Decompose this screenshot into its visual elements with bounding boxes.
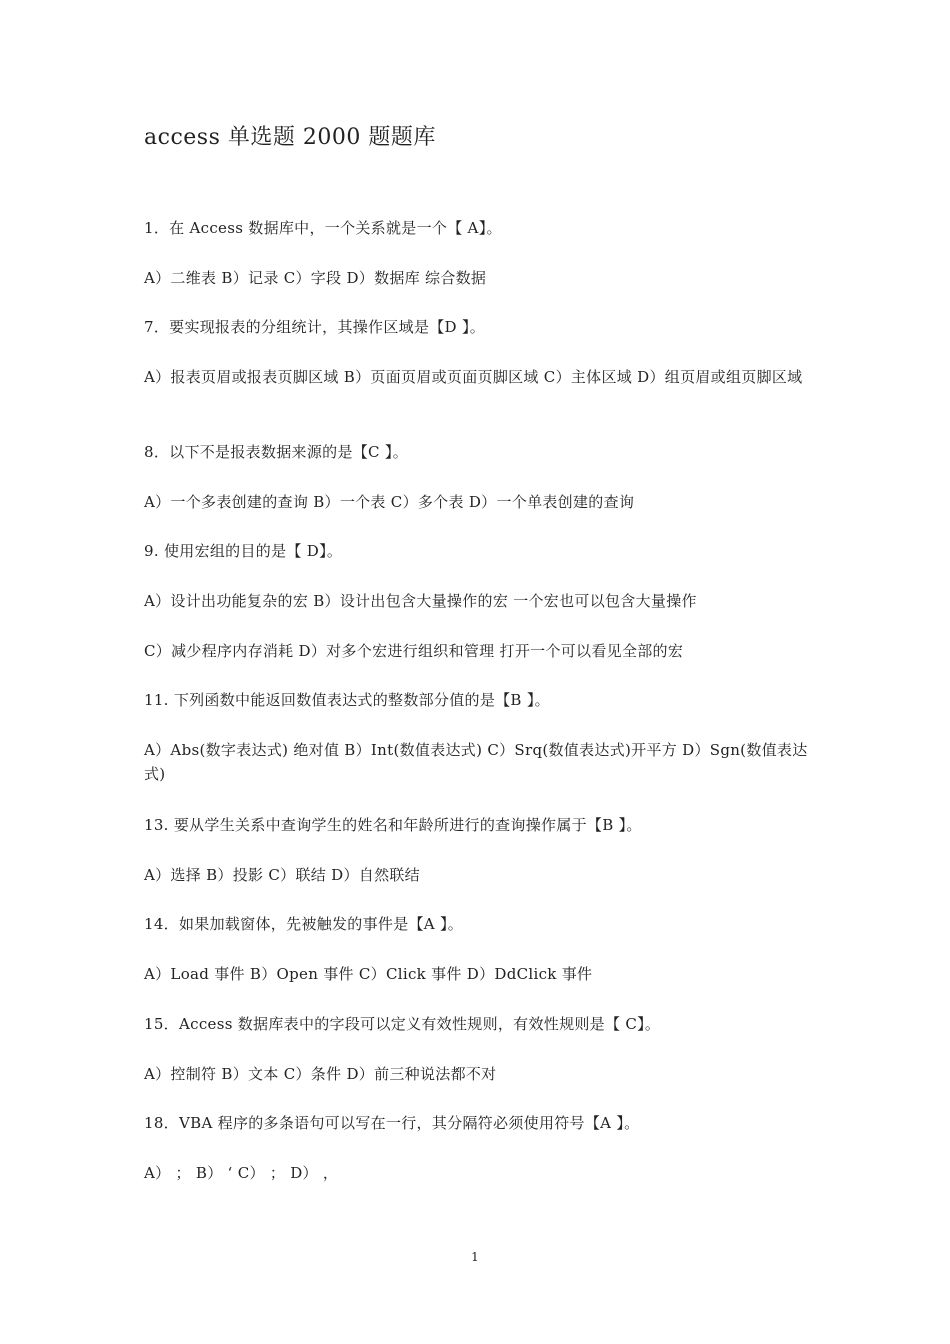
question-13: 13. 要从学生关系中查询学生的姓名和年龄所进行的查询操作属于【B 】。	[144, 816, 642, 834]
question-1: 1．在 Access 数据库中，一个关系就是一个【 A】。	[144, 219, 502, 237]
options-11: A）Abs(数字表达式) 绝对值 B）Int(数值表达式) C）Srq(数值表达式)开平方 D）Sgn(数值表达式)	[144, 741, 808, 783]
options-13: A）选择 B）投影 C）联结 D）自然联结	[144, 866, 420, 884]
options-7: A）报表页眉或报表页脚区域 B）页面页眉或页面页脚区域 C）主体区域 D）组页眉或组页脚区域	[144, 368, 803, 386]
options-1: A）二维表 B）记录 C）字段 D）数据库 综合数据	[144, 269, 487, 287]
question-9: 9. 使用宏组的目的是【 D】。	[144, 542, 343, 560]
options-8: A）一个多表创建的查询 B）一个表 C）多个表 D）一个单表创建的查询	[144, 493, 635, 511]
question-8: 8．以下不是报表数据来源的是【C 】。	[144, 443, 408, 461]
options-15: A）控制符 B）文本 C）条件 D）前三种说法都不对	[144, 1065, 497, 1083]
options-9-part2: C）减少程序内存消耗 D）对多个宏进行组织和管理 打开一个可以看见全部的宏	[144, 642, 684, 660]
question-15: 15．Access 数据库表中的字段可以定义有效性规则，有效性规则是【 C】。	[144, 1015, 661, 1033]
document-title: access 单选题 2000 题题库	[144, 125, 436, 150]
question-11: 11. 下列函数中能返回数值表达式的整数部分值的是【B 】。	[144, 691, 550, 709]
options-14: A）Load 事件 B）Open 事件 C）Click 事件 D）DdClick 事件	[144, 965, 593, 983]
question-14: 14．如果加载窗体，先被触发的事件是【A 】。	[144, 915, 464, 933]
page-number: 1	[471, 1250, 479, 1264]
options-18: A） ； B） ‘ C） ； D） ，	[144, 1164, 339, 1182]
question-7: 7．要实现报表的分组统计，其操作区域是【D 】。	[144, 318, 486, 336]
options-9-part1: A）设计出功能复杂的宏 B）设计出包含大量操作的宏 一个宏也可以包含大量操作	[144, 592, 697, 610]
question-18: 18．VBA 程序的多条语句可以写在一行，其分隔符必须使用符号【A 】。	[144, 1114, 640, 1132]
